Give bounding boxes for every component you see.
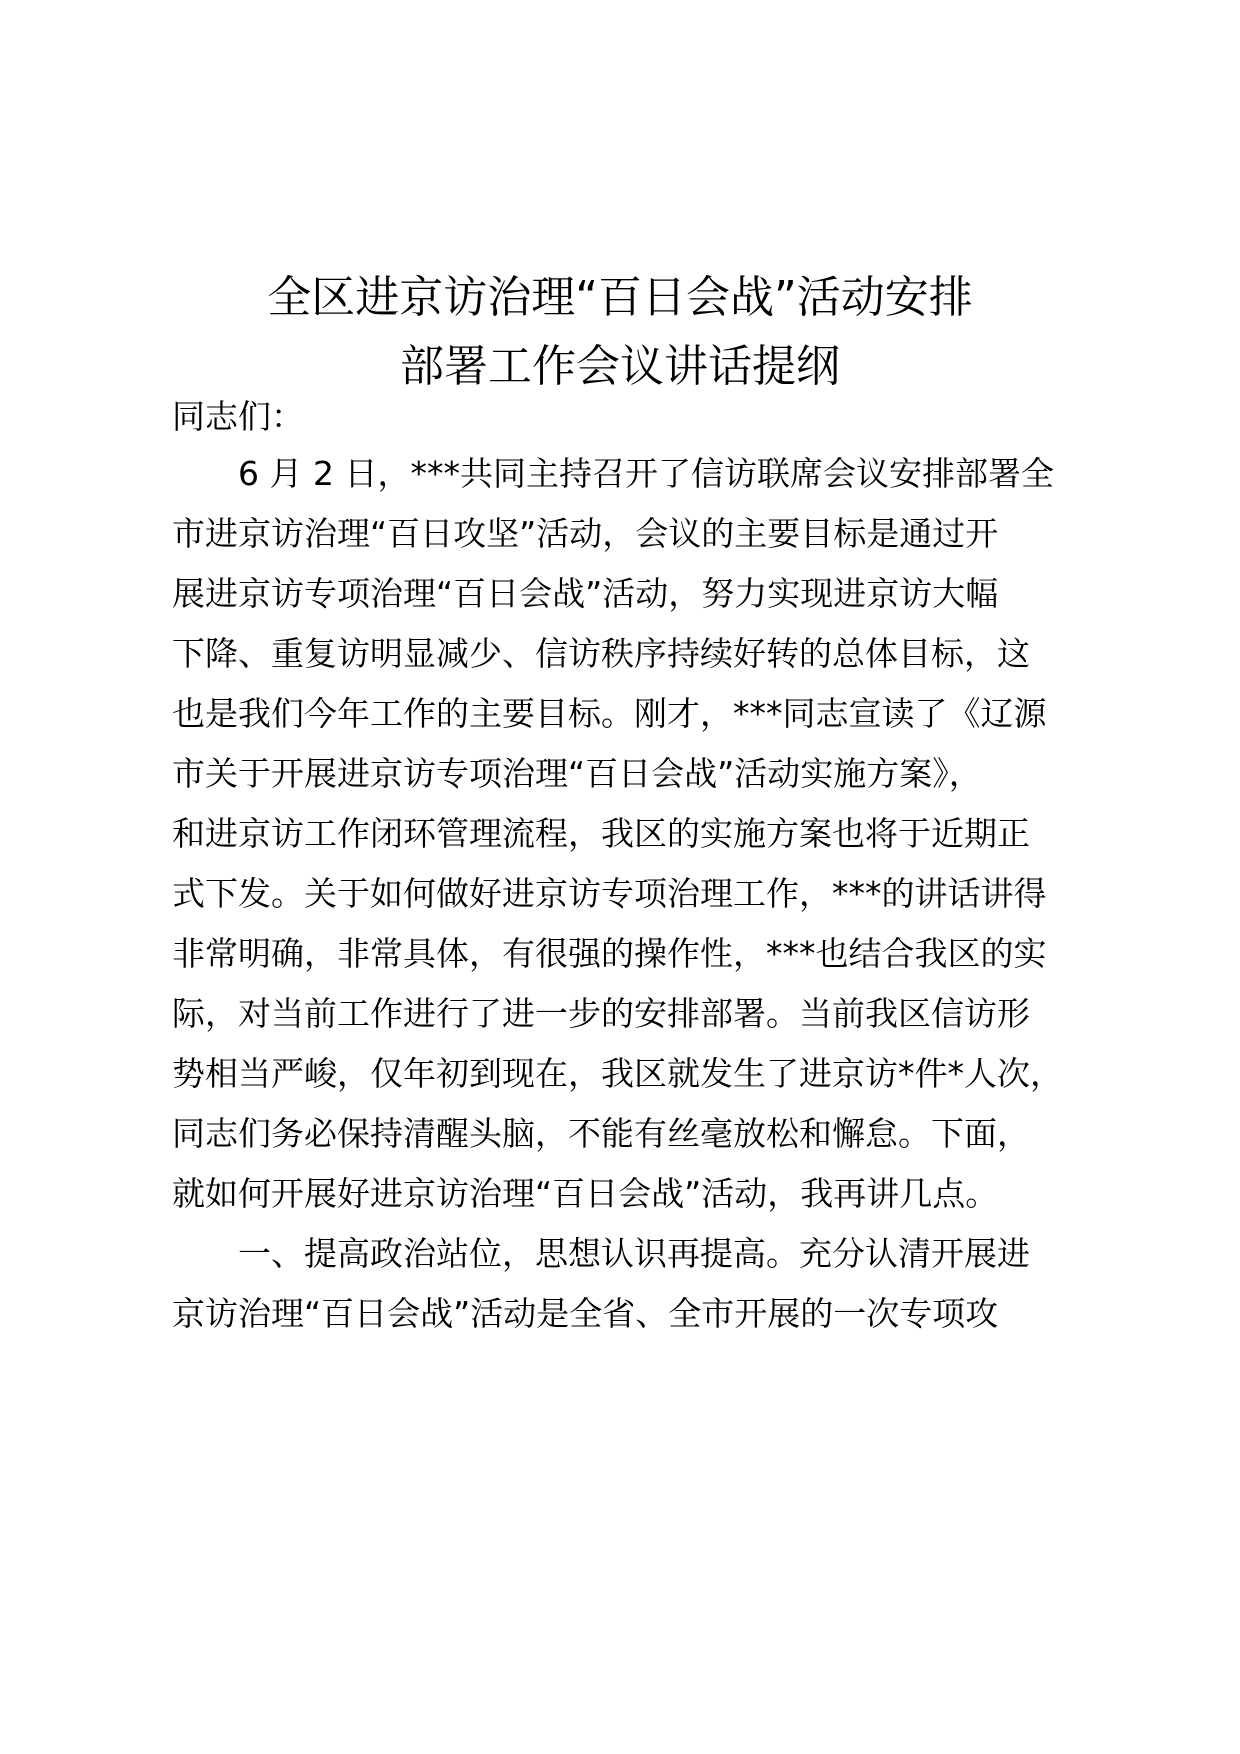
paragraph-line: 势相当严峻，仅年初到现在，我区就发生了进京访*件*人次， — [172, 1054, 1063, 1093]
paragraph-line: 也是我们今年工作的主要目标。刚才，***同志宣读了《辽源 — [172, 694, 1047, 733]
paragraph-line: 非常明确，非常具体，有很强的操作性，***也结合我区的实 — [172, 934, 1047, 973]
paragraph-line: 式下发。关于如何做好进京访专项治理工作，***的讲话讲得 — [172, 874, 1047, 913]
paragraph-line: 京访治理“百日会战”活动是全省、全市开展的一次专项攻 — [172, 1294, 999, 1333]
paragraph-line: 下降、重复访明显减少、信访秩序持续好转的总体目标，这 — [172, 634, 1030, 673]
paragraph-line: 就如何开展好进京访治理“百日会战”活动，我再讲几点。 — [172, 1174, 999, 1213]
paragraph-line: 展进京访专项治理“百日会战”活动，努力实现进京访大幅 — [172, 574, 999, 613]
paragraph-line: 市进京访治理“百日攻坚”活动，会议的主要目标是通过开 — [172, 514, 999, 553]
paragraph-line: 同志们务必保持清醒头脑，不能有丝毫放松和懈怠。下面， — [172, 1114, 1030, 1153]
document-title-line-1: 全区进京访治理“百日会战”活动安排 — [267, 272, 973, 323]
paragraph-line: 6 月 2 日，***共同主持召开了信访联席会议安排部署全 — [238, 454, 1054, 493]
salutation: 同志们： — [172, 397, 304, 436]
section-heading-line: 一、提高政治站位，思想认识再提高。充分认清开展进 — [238, 1234, 1030, 1273]
document-title-line-2: 部署工作会议讲话提纲 — [400, 341, 840, 392]
paragraph-line: 市关于开展进京访专项治理“百日会战”活动实施方案》， — [172, 754, 982, 793]
paragraph-line: 和进京访工作闭环管理流程，我区的实施方案也将于近期正 — [172, 814, 1030, 853]
paragraph-line: 际，对当前工作进行了进一步的安排部署。当前我区信访形 — [172, 994, 1030, 1033]
